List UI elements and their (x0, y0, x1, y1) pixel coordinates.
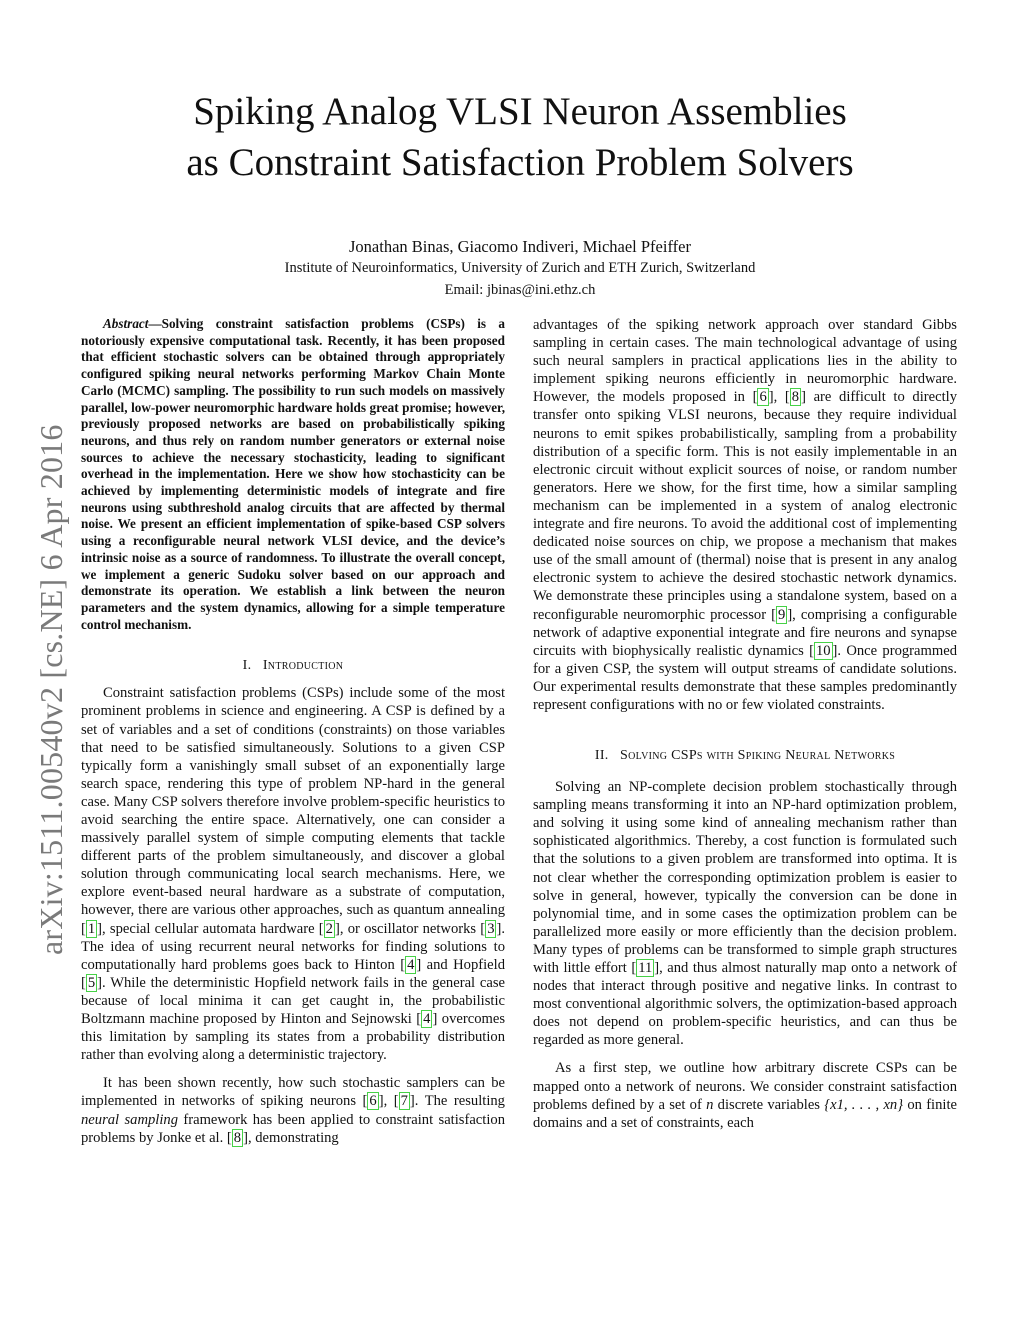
citation-link[interactable]: 10 (815, 642, 831, 659)
section-2-title: Solving CSPs with Spiking Neural Networks (620, 748, 896, 764)
citation-link[interactable]: 8 (233, 1129, 242, 1146)
citation-link[interactable]: 5 (87, 974, 96, 991)
section-2-heading (533, 748, 957, 764)
arxiv-side-stamp: arXiv:1511.00540v2 [cs.NE] 6 Apr 2016 (33, 424, 69, 955)
citation-link[interactable]: 6 (369, 1093, 377, 1110)
right-column (533, 316, 957, 1132)
title-line-2: as Constraint Satisfaction Problem Solvers (186, 141, 854, 184)
intro-paragraph-2: It has been shown recently, how such stochastic samplers can be implemented in networks of spiking neurons [ 6 ], [ 7 ]. The resulting neural sampling framework has been applied to constraint satisfaction problems by Jonke et al. [ 8 ], demonstrating (81, 1075, 505, 1146)
math-variable-n: n (706, 1096, 714, 1113)
intro-paragraph-1: Constraint satisfaction problems (CSPs) include some of the most prominent problems in science and engineering. A CSP is defined by a set of variables and a set of conditions (constraints) on those variables that need to be satisfied simultaneously. Solutions to a given CSP typically form a vanishingly small subset of an exponentially large search space, rendering this type of problem NP-hard in the general case. Many CSP solvers therefore involve problem-specific heuristics to avoid searching the entire space. Alternatively, one can consider a massively parallel system of simple computing elements that tackle different parts of the problem simultaneously, and discover a global solution through communicating local search mechanisms. Here, we explore event-based neural hardware as a substrate of computation, however, there are various other approaches, such as quantum annealing [ 1 ], special cellular automata hardware [ 2 ], or oscillator networks [ 3 ]. The idea of using recurrent neural networks for finding solutions to computationally hard problems goes back to Hinton [ 4 ] and Hopfield [ 5 ]. While the deterministic Hopfield network fails in the general case because of local minima it can get caught in, the probabilistic Boltzmann machine proposed by Hinton and Sejnowski [ 4 ] overcomes this limitation by sampling its states from a probability distribution rather than evolving along a deterministic trajectory. (81, 685, 506, 1064)
abstract (81, 316, 505, 633)
citation-link[interactable]: 6 (759, 389, 767, 406)
citation-link[interactable]: 2 (325, 920, 333, 937)
section-2-paragraph-1: Solving an NP-complete decision problem stochastically through sampling means transforming it into an NP-hard optimization problem, and solving it using some kind of annealing mechanism rather than sophisticated algorithmics. Thereby, a cost function is formulated such that the solutions to a given problem are transformed into optima. It is not clear whether the corresponding optimization problem is easier to solve in general, however, typically the conversion can be done in polynomial time, and in some cases the optimization problem can be parallelized more easily or more efficiently than the decision problem. Many types of problems can be transformed to simple graph structures with little effort [ 11 ], and thus almost naturally map onto a network of nodes that interact through positive and negative links. In contrast to most conventional algorithmic solvers, the optimization-based approach does not depend on problem-specific heuristics, and can thus be regarded as more general. (533, 779, 957, 1049)
citation-link[interactable]: 3 (487, 920, 495, 937)
authors: Jonathan Binas, Giacomo Indiveri, Michael Pfeiffer (349, 237, 691, 256)
citation-link[interactable]: 11 (638, 960, 653, 976)
section-1-heading (81, 658, 505, 674)
author-email: Email: jbinas@ini.ethz.ch (444, 282, 596, 298)
section-2-paragraph-2: As a first step, we outline how arbitrary discrete CSPs can be mapped onto a network of neurons. We consider constraint satisfaction problems defined by a set of n discrete variables {x1, . . . , xn} on finite domains and a set of constraints, each (533, 1060, 957, 1131)
section-1-number: I. (242, 658, 252, 674)
citation-link[interactable]: 4 (407, 956, 415, 973)
citation-link[interactable]: 9 (778, 606, 786, 623)
left-column (81, 316, 505, 1147)
section-1-title: Introduction (262, 658, 344, 674)
math-variable-set: {x1, . . . , xn} (824, 1096, 904, 1113)
paper-title (100, 86, 940, 188)
abstract-text: —Solving constraint satisfaction problems (CSPs) is a notoriously expensive computational task. Recently, it has been proposed that efficient stochastic solvers can be obtained through appropriately configured spiking neural networks performing Markov Chain Monte Carlo (MCMC) sampling. The possibility to run such models on massively parallel, low-power neuromorphic hardware holds great promise; however, previously proposed networks are based on probabilistically spiking neurons, and thus rely on random number generators or external noise sources to achieve the necessary stochasticity, leading to significant overhead in the implementation. Here we show how stochasticity can be achieved by implementing deterministic models of integrate and fire neurons using subthreshold analog circuits that are affected by thermal noise. We present an efficient implementation of spike-based CSP solvers using a reconfigurable neural network VLSI device, and the device’s intrinsic noise as a source of randomness. To illustrate the overall concept, we implement a generic Sudoku solver based on our approach and demonstrate its operation. We establish a link between the neuron parameters and the system dynamics, allowing for a simple temperature control mechanism. (81, 316, 505, 632)
abstract-label: Abstract (103, 316, 149, 331)
section-2-number: II. (594, 748, 609, 764)
affiliation: Institute of Neuroinformatics, University of Zurich and ETH Zurich, Switzerland (284, 260, 756, 276)
title-line-1: Spiking Analog VLSI Neuron Assemblies (193, 90, 847, 133)
citation-link[interactable]: 8 (791, 389, 800, 406)
intro-paragraph-2-continued: advantages of the spiking network approach over standard Gibbs sampling in certain cases. The main technological advantage of using such neural samplers in practical applications lies in the ability to implement spiking neurons efficiently in neuromorphic hardware. However, the models proposed in [ 6 ], [ 8 ] are difficult to directly transfer onto spiking VLSI neurons, because they require individual neurons to emit spikes probabilistically, sampling from a probability distribution of a specific form. This is not easily implementable in an electronic circuit without explicit sources of noise, or random number generators. Here we show, for the first time, how a similar sampling mechanism can be implemented in a system of analog electronic integrate and fire neurons. To avoid the additional cost of implementing dedicated noise sources on chip, we propose a mechanism that makes use of the small amount of (thermal) noise that is present in any analog electronic system to achieve the desired stochastic network dynamics. We demonstrate these principles using a standalone system, based on a reconfigurable neuromorphic processor [ 9 ], comprising a configurable network of adaptive exponential integrate and fire neurons and synapse circuits with biophysically realistic dynamics [ 10 ]. Once programmed for a given CSP, the system will output streams of candidate solutions. Our experimental results demonstrate that these samples predominantly represent configurations with no or few violated constraints. (533, 317, 957, 713)
citation-link[interactable]: 4 (423, 1011, 431, 1028)
citation-link[interactable]: 7 (400, 1093, 408, 1110)
citation-link[interactable]: 1 (87, 920, 96, 937)
